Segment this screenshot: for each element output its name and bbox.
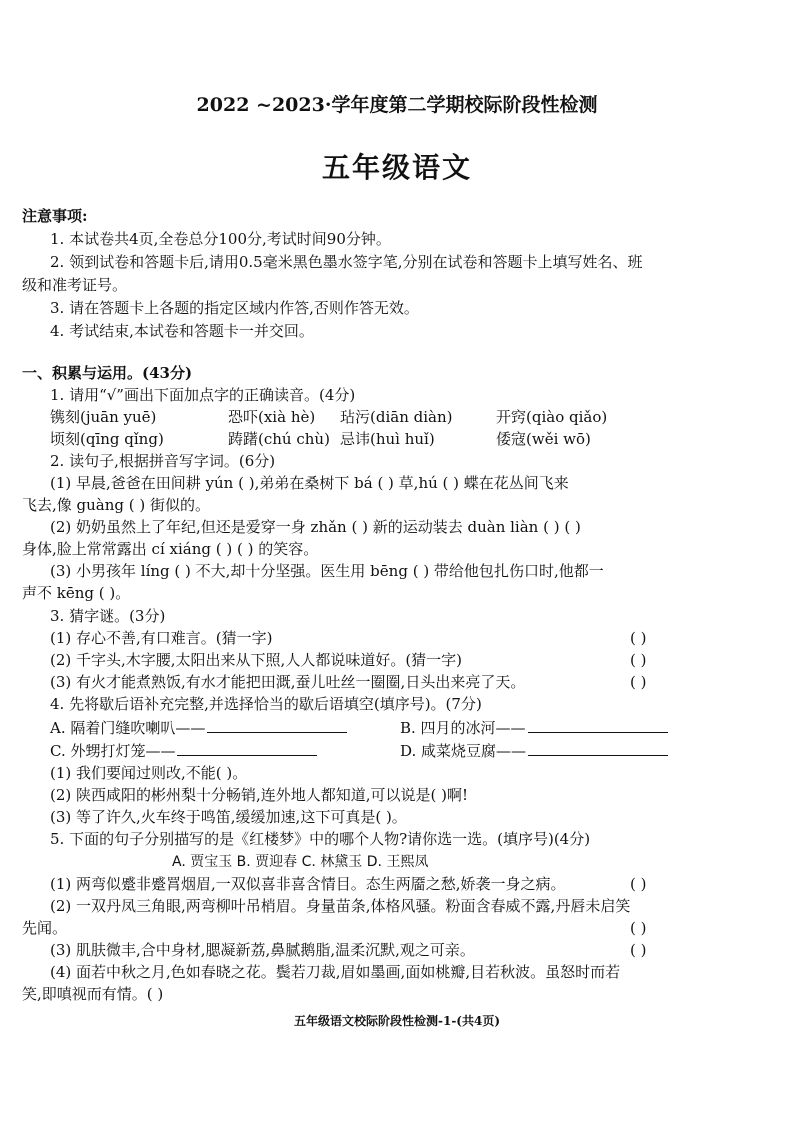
exam-title: 2022 ~2023·学年度第二学期校际阶段性检测 [196, 94, 598, 116]
question-5-choices: A. 贾宝玉 B. 贾迎春 C. 林黛玉 D. 王熙凤 [172, 854, 429, 870]
riddle-item: (3) 有火才能煮熟饭,有水才能把田溉,蚕儿吐丝一圈圈,日头出来亮了天。 [50, 673, 526, 691]
question-4-prompt: 4. 先将歇后语补充完整,并选择恰当的歇后语填空(填序号)。(7分) [50, 695, 482, 713]
pinyin-item[interactable]: 玷污(diān diàn) [340, 408, 453, 426]
question-5-line: (1) 两弯似蹙非蹙罥烟眉,一双似喜非喜含情目。态生两靥之愁,娇袭一身之病。 [50, 875, 566, 893]
note-item: 3. 请在答题卡上各题的指定区域内作答,否则作答无效。 [50, 299, 419, 317]
fill-blank[interactable] [177, 741, 317, 756]
section-heading: 一、积累与运用。(43分) [22, 364, 193, 382]
question-5-line: (4) 面若中秋之月,色如春晓之花。鬓若刀裁,眉如墨画,面如桃瓣,目若秋波。虽怒时而若 [50, 963, 621, 981]
fill-blank[interactable] [207, 718, 347, 733]
idiom-option-label: B. 四月的冰河—— [400, 719, 526, 737]
question-2-line: 声不 kēng ( )。 [22, 584, 131, 602]
exam-subject: 五年级语文 [321, 151, 472, 184]
question-5-prompt: 5. 下面的句子分别描写的是《红楼梦》中的哪个人物?请你选一选。(填序号)(4分) [50, 830, 591, 848]
idiom-option [50, 717, 347, 739]
fill-blank[interactable] [528, 741, 668, 756]
fill-blank[interactable] [528, 718, 668, 733]
question-2-line: (3) 小男孩年 líng ( ) 不大,却十分坚强。医生用 bēng ( ) 带给他包扎伤口时,他都一 [50, 562, 604, 580]
pinyin-item[interactable]: 开窍(qiào qiǎo) [496, 408, 608, 426]
question-4-line: (3) 等了许久,火车终于鸣笛,缓缓加速,这下可真是( )。 [50, 808, 407, 826]
question-2-line: (1) 早晨,爸爸在田间耕 yún ( ),弟弟在桑树下 bá ( ) 草,hú ( ) 蝶在花丛间飞来 [50, 474, 569, 492]
question-2-line: 飞去,像 guàng ( ) 街似的。 [22, 496, 211, 514]
question-3-prompt: 3. 猜字谜。(3分) [50, 607, 166, 625]
idiom-option-label: A. 隔着门缝吹喇叭—— [50, 719, 206, 737]
idiom-option-label: D. 咸菜烧豆腐—— [400, 742, 527, 760]
answer-paren[interactable]: ( ) [630, 941, 647, 959]
answer-paren[interactable]: ( ) [630, 919, 647, 937]
note-item: 2. 领到试卷和答题卡后,请用0.5毫米黑色墨水签字笔,分别在试卷和答题卡上填写姓名、班 [50, 253, 643, 271]
question-5-line: (3) 肌肤微丰,合中身材,腮凝新荔,鼻腻鹅脂,温柔沉默,观之可亲。 [50, 941, 475, 959]
note-item: 1. 本试卷共4页,全卷总分100分,考试时间90分钟。 [50, 230, 391, 248]
question-2-line: 身体,脸上常常露出 cí xiáng ( ) ( ) 的笑容。 [22, 540, 319, 558]
riddle-item: (1) 存心不善,有口难言。(猜一字) [50, 629, 273, 647]
question-1-prompt: 1. 请用“√”画出下面加点字的正确读音。(4分) [50, 386, 356, 404]
pinyin-item[interactable]: 顷刻(qīng qǐng) [50, 430, 164, 448]
pinyin-item[interactable]: 恐吓(xià hè) [228, 408, 316, 426]
pinyin-item[interactable]: 踌躇(chú chù) [228, 430, 330, 448]
riddle-item: (2) 千字头,木字腰,太阳出来从下照,人人都说味道好。(猜一字) [50, 651, 463, 669]
question-4-line: (2) 陕西咸阳的彬州梨十分畅销,连外地人都知道,可以说是( )啊! [50, 786, 469, 804]
note-item: 4. 考试结束,本试卷和答题卡一并交回。 [50, 322, 314, 340]
note-item: 级和准考证号。 [22, 276, 128, 294]
idiom-option [400, 717, 668, 739]
page-footer: 五年级语文校际阶段性检测-1-(共4页) [293, 1014, 501, 1028]
idiom-option [400, 740, 668, 762]
pinyin-item[interactable]: 镌刻(juān yuē) [50, 408, 157, 426]
idiom-option-label: C. 外甥打灯笼—— [50, 742, 176, 760]
notes-heading: 注意事项: [22, 207, 88, 225]
pinyin-item[interactable]: 倭寇(wěi wō) [496, 430, 591, 448]
answer-paren[interactable]: ( ) [630, 629, 647, 647]
answer-paren[interactable]: ( ) [630, 875, 647, 893]
question-5-line: (2) 一双丹凤三角眼,两弯柳叶吊梢眉。身量苗条,体格风骚。粉面含春威不露,丹唇未启笑 [50, 897, 631, 915]
pinyin-item[interactable]: 忌讳(huì huǐ) [340, 430, 435, 448]
question-4-line: (1) 我们要闻过则改,不能( )。 [50, 764, 248, 782]
answer-paren[interactable]: ( ) [630, 651, 647, 669]
idiom-option [50, 740, 317, 762]
question-5-line: 笑,即嗔视而有情。( ) [22, 985, 164, 1003]
question-2-prompt: 2. 读句子,根据拼音写字词。(6分) [50, 452, 276, 470]
question-5-line: 先闻。 [22, 919, 68, 937]
answer-paren[interactable]: ( ) [630, 673, 647, 691]
question-2-line: (2) 奶奶虽然上了年纪,但还是爱穿一身 zhǎn ( ) 新的运动装去 duàn liàn ( ) ( ) [50, 518, 581, 536]
